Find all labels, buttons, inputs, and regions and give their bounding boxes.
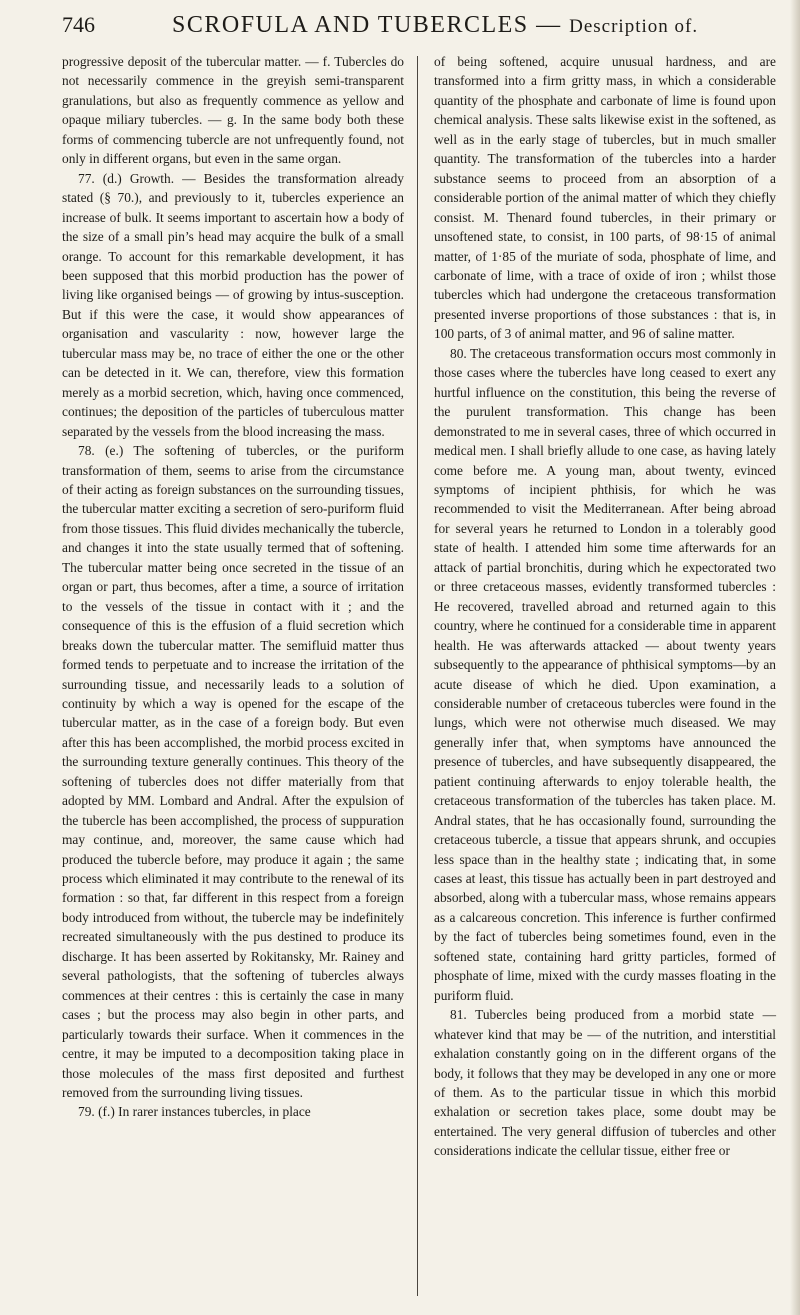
paragraph-80: 80. The cretaceous transformation occurs most commonly in those cases where the tubercles have long ceased to exert any hurtful influence on the constitution, this being the reverse of the purulent transformation. This change has been demonstrated to me in several cases, three of which occurred in medical men. I shall briefly allude to one case, as having lately come before me. A young man, about twenty, evinced symptoms of incipient phthisis, for which he was recommended to visit the Mediterranean. After being abroad for several years he returned to London in a tolerably good state of health. I attended him some time afterwards for an attack of partial bronchitis, during which he expectorated two or three cretaceous masses, evidently transformed tubercles : He recovered, travelled abroad and returned again to this country, where he continued for a considerable time in apparent health. He was afterwards attacked — about twenty years subsequently to the appearance of phthisical symptoms—by an acute disease of which he died. Upon examination, a considerable number of cretaceous tubercles were found in the lungs, which were not otherwise much diseased. We may generally infer that, when symptoms have announced the presence of tubercles, and have subsequently disappeared, the patient continuing afterwards to enjoy tolerable health, the cretaceous transformation of the tubercles has taken place. M. Andral states, that he has occasionally found, surrounding the cretaceous tubercle, a tissue that appears shrunk, and occupies less space than in the healthy state ; indicating that, in some cases at least, this tissue has actually been in part destroyed and absorbed, along with a tubercular mass, whose remains appears as a calcareous concretion. This inference is further confirmed by the fact of tubercles being sometimes found, even in the softened state, containing hard gritty particles, formed of phosphate of lime, mixed with the curdy masses floating in the puriform fluid.: [434, 345, 776, 1003]
paragraph-77: 77. (d.) Growth. — Besides the transformation already stated (§ 70.), and previously to it, tubercles experience an increase of bulk. It seems important to ascertain how a body of the size of a small pin’s head may acquire the bulk of a small orange. To account for this remarkable development, it has been supposed that this morbid production has the power of living like organised beings — of growing by intus-susception. But if this were the case, it would show appearances of organisation and vascularity : now, however large the tubercular mass may be, no trace of either the one or the other can be detected in it. We can, therefore, view this formation merely as a morbid secretion, which, having once commenced, continues; the deposition of the particles of tuberculous matter separated by the vessels from the blood increasing the mass.: [62, 170, 404, 439]
paragraph-78: 78. (e.) The softening of tubercles, or the puriform transformation of them, seems to arise from the circumstance of their acting as foreign substances on the surrounding tissues, the tubercular matter exciting a secretion of sero-puriform fluid from those tissues. This fluid divides mechanically the tubercle, and changes it into the state usually termed that of softening. The tubercular matter being once secreted in the tissue of an organ or part, thus becomes, after a time, a source of irritation to the vessels of the tissue in contact with it ; and the consequence of this is the effusion of a fluid secretion which breaks down the tubercular matter. The semifluid matter thus formed tends to perpetuate and to increase the irritation of the surrounding tissue, and necessarily leads to a solution of continuity by which a way is opened for the escape of the tubercular matter, as in the case of a foreign body. But even after this has been accomplished, the morbid process excited in the surrounding texture generally continues. This theory of the softening of tubercles does not differ materially from that adopted by MM. Lombard and Andral. After the expulsion of the tubercle has been accomplished, the process of suppuration may continue, and, moreover, the same cause which had produced the tubercle before, may produce it again ; the same process which eliminated it may contribute to the renewal of its formation : so that, far different in this respect from a foreign body introduced from without, the tubercle may be indefinitely recreated simultaneously with the pus destined to produce its discharge. It has been asserted by Rokitansky, Mr. Rainey and several pathologists, that the softening of tubercles always commences at their centres : this is certainly the case in many cases ; but the process may also begin in other parts, and particularly towards their surface. When it commences in the centre, it may be imputed to a decomposition taking place in those molecules of the mass first deposited and furthest removed from the surrounding living tissues.: [62, 443, 404, 1101]
paragraph: of being softened, acquire unusual hardness, and are transformed into a firm gritty mass, in which a considerable quantity of the phosphate and carbonate of lime is found upon chemical analysis. These salts likewise exist in the softened, as well as in the early stage of tubercles, but in much smaller quantity. The transformation of the tubercles into a harder substance seems to proceed from an absorption of a considerable portion of the animal matter of which they chiefly consist. M. Thenard found tubercles, in their primary or unsoftened state, to consist, in 100 parts, of 98·15 of animal matter, of 1·85 of the muriate of soda, phosphate of lime, and carbonate of lime, with a trace of oxide of iron ; whilst those tubercles which had undergone the cretaceous transformation presented inverse proportions of those substances : that is, in 100 parts, of 3 of animal matter, and 96 of saline matter.: [434, 54, 776, 342]
running-title-main: SCROFULA AND TUBERCLES —: [172, 12, 562, 38]
running-header: [62, 12, 762, 52]
page-number: 746: [62, 12, 95, 37]
paragraph: progressive deposit of the tubercular matter. — f. Tubercles do not necessarily commence in the greyish semi-transparent granulations, but also as frequently commence as yellow and opaque miliary tubercles. — g. In the same body both these forms of commencing tubercle are not unfrequently found, not only in different organs, but even in the same organ.: [62, 54, 404, 167]
page-edge-shadow: [790, 0, 800, 1315]
running-title-tail: Description of.: [569, 16, 699, 37]
paragraph-81: 81. Tubercles being produced from a morbid state — whatever kind that may be — of the nutrition, and interstitial exhalation constantly going on in the different organs of the body, it follows that they may be developed in any one or more of them. As to the particular tissue in which this morbid exhalation or secretion takes place, some doubt may be entertained. The very general diffusion of tubercles and other considerations indicate the cellular tissue, either free or: [434, 1007, 776, 1159]
column-divider: [417, 56, 418, 1296]
left-column: [62, 52, 404, 1122]
paragraph-79: 79. (f.) In rarer instances tubercles, in place: [78, 1104, 311, 1120]
right-column: [434, 52, 776, 1161]
running-title: [172, 12, 698, 39]
